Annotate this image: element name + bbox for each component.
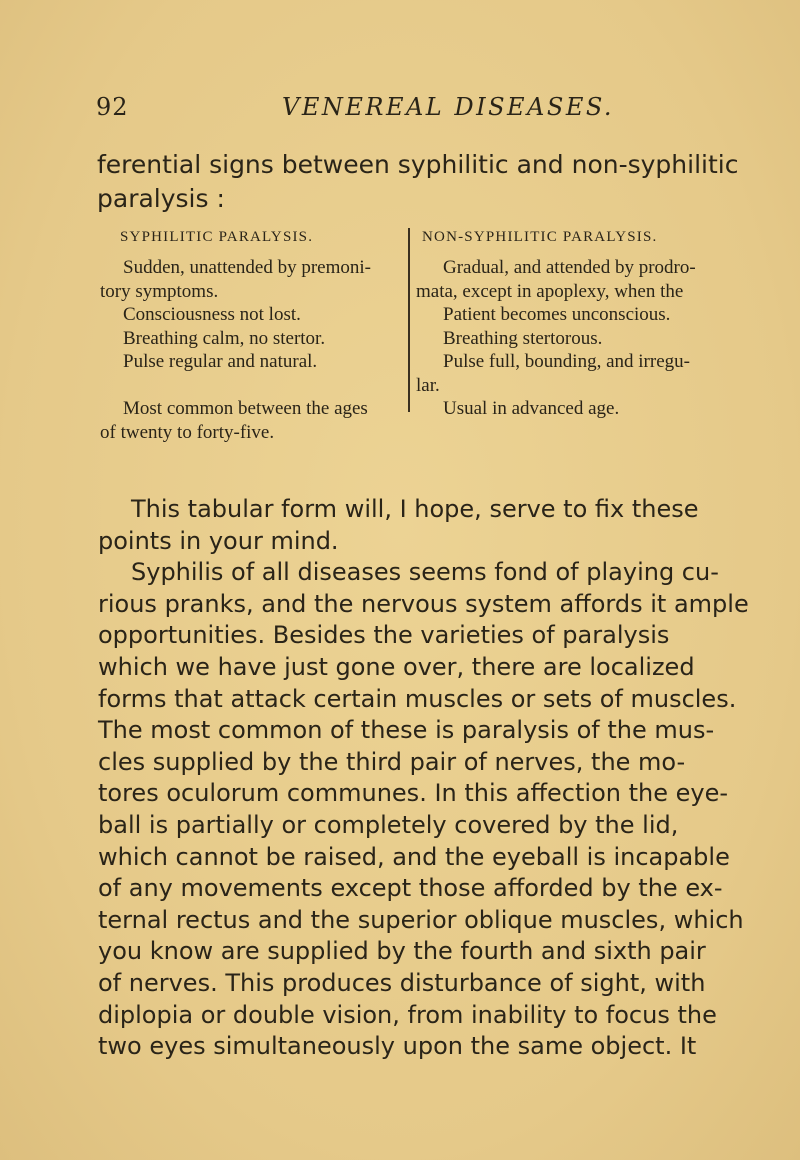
page-number: 92: [96, 93, 129, 121]
body-line: Syphilis of all diseases seems fond of playing cu-: [131, 558, 719, 587]
table-line: Breathing stertorous.: [443, 327, 603, 349]
body-line: points in your mind.: [98, 526, 339, 555]
body-line: you know are supplied by the fourth and sixth pair: [98, 937, 706, 966]
running-title: VENEREAL DISEASES.: [282, 93, 615, 121]
body-line: which cannot be raised, and the eyeball is incapable: [98, 842, 730, 871]
table-line: Pulse full, bounding, and irregu-: [443, 351, 690, 372]
page-header: [96, 93, 736, 127]
non-syphilitic-heading: NON-SYPHILITIC PARALYSIS.: [422, 229, 658, 245]
comparison-table: [100, 228, 740, 443]
table-line: Patient becomes unconscious.: [443, 304, 671, 325]
body-line: tores oculorum communes. In this affection the eye-: [98, 779, 728, 808]
body-line: diplopia or double vision, from inability to focus the: [98, 1000, 717, 1029]
table-line: mata, except in apoplexy, when the: [416, 280, 684, 302]
body-line: opportunities. Besides the varieties of paralysis: [98, 621, 670, 650]
table-line: Sudden, unattended by premoni-: [123, 257, 372, 278]
non-syphilitic-column: [416, 228, 740, 421]
table-line: Gradual, and attended by prodro-: [443, 257, 696, 278]
table-line: Pulse regular and natural.: [123, 351, 318, 372]
body-line: two eyes simultaneously upon the same object. It: [98, 1032, 697, 1061]
syphilitic-heading: SYPHILITIC PARALYSIS.: [120, 229, 314, 245]
table-spacer: [100, 374, 406, 398]
body-line: ternal rectus and the superior oblique muscles, which: [98, 905, 744, 934]
intro-paragraph: [97, 148, 737, 216]
intro-line: ferential signs between syphilitic and non-syphilitic: [97, 150, 739, 179]
column-divider: [408, 228, 410, 412]
body-line: of nerves. This produces disturbance of sight, with: [98, 968, 706, 997]
syphilitic-column: [100, 228, 406, 444]
intro-line: paralysis :: [97, 184, 225, 213]
table-line: Consciousness not lost.: [123, 304, 301, 325]
body-line: which we have just gone over, there are localized: [98, 652, 695, 681]
body-line: This tabular form will, I hope, serve to fix these: [131, 495, 699, 523]
body-line: The most common of these is paralysis of the mus-: [98, 716, 715, 745]
body-line: forms that attack certain muscles or sets of muscles.: [98, 684, 737, 713]
table-line: of twenty to forty-five.: [100, 421, 275, 443]
body-line: cles supplied by the third pair of nerves, the mo-: [98, 747, 686, 776]
table-line: tory symptoms.: [100, 280, 219, 302]
body-line: rious pranks, and the nervous system affords it ample: [98, 589, 749, 618]
body-line: of any movements except those afforded by the ex-: [98, 874, 723, 903]
table-line: Breathing calm, no stertor.: [123, 327, 326, 349]
table-line: Most common between the ages: [123, 398, 368, 419]
table-line: lar.: [416, 374, 440, 396]
table-line: Usual in advanced age.: [443, 398, 620, 419]
body-paragraphs: [98, 494, 749, 1063]
body-line: ball is partially or completely covered by the lid,: [98, 810, 679, 839]
